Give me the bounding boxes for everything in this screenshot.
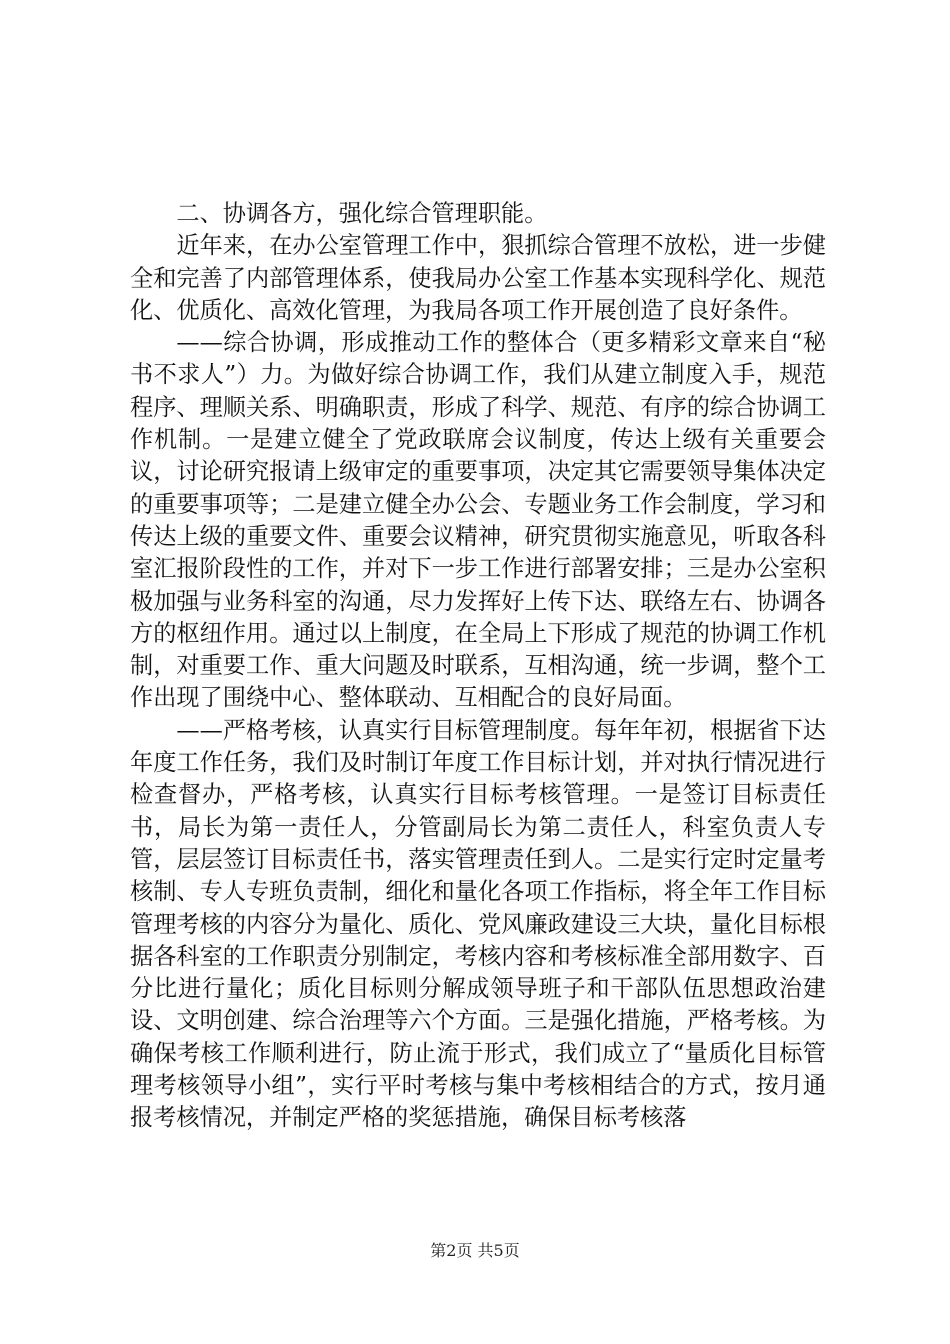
page-number: 第2页 共5页 — [430, 1241, 520, 1260]
paragraph-coordination: ——综合协调，形成推动工作的整体合（更多精彩文章来自“秘书不求人”）力。为做好综合协调工作，我们从建立制度入手，规范程序、理顺关系、明确职责，形成了科学、规范、有序的综合协调工作机制。一是建立健全了党政联席会议制度，传达上级有关重要会议，讨论研究报请上级审定的重要事项，决定其它需要领导集体决定的重要事项等；二是建立健全办公会、专题业务工作会制度，学习和传达上级的重要文件、重要会议精神，研究贯彻实施意见，听取各科室汇报阶段性的工作，并对下一步工作进行部署安排；三是办公室积极加强与业务科室的沟通，尽力发挥好上传下达、联络左右、协调各方的枢纽作用。通过以上制度，在全局上下形成了规范的协调工作机制，对重要工作、重大问题及时联系，互相沟通，统一步调，整个工作出现了围绕中心、整体联动、互相配合的良好局面。 — [130, 329, 826, 712]
paragraph-intro: 近年来，在办公室管理工作中，狠抓综合管理不放松，进一步健全和完善了内部管理体系，使我局办公室工作基本实现科学化、规范化、优质化、高效化管理，为我局各项工作开展创造了良好条件。 — [130, 232, 826, 324]
paragraph-assessment: ——严格考核，认真实行目标管理制度。每年年初，根据省下达年度工作任务，我们及时制订年度工作目标计划，并对执行情况进行检查督办，严格考核，认真实行目标考核管理。一是签订目标责任书，局长为第一责任人，分管副局长为第二责任人，科室负责人专管，层层签订目标责任书，落实管理责任到人。二是实行定时定量考核制、专人专班负责制，细化和量化各项工作指标，将全年工作目标管理考核的内容分为量化、质化、党风廉政建设三大块，量化目标根据各科室的工作职责分别制定，考核内容和考核标准全部用数字、百分比进行量化；质化目标则分解成领导班子和干部队伍思想政治建设、文明创建、综合治理等六个方面。三是强化措施，严格考核。为确保考核工作顺利进行，防止流于形式，我们成立了“量质化目标管理考核领导小组”，实行平时考核与集中考核相结合的方式，按月通报考核情况，并制定严格的奖惩措施，确保目标考核落 — [130, 716, 826, 1132]
page-footer — [0, 1241, 950, 1261]
section-heading: 二、协调各方，强化综合管理职能。 — [176, 200, 548, 227]
document-body — [130, 198, 826, 1135]
